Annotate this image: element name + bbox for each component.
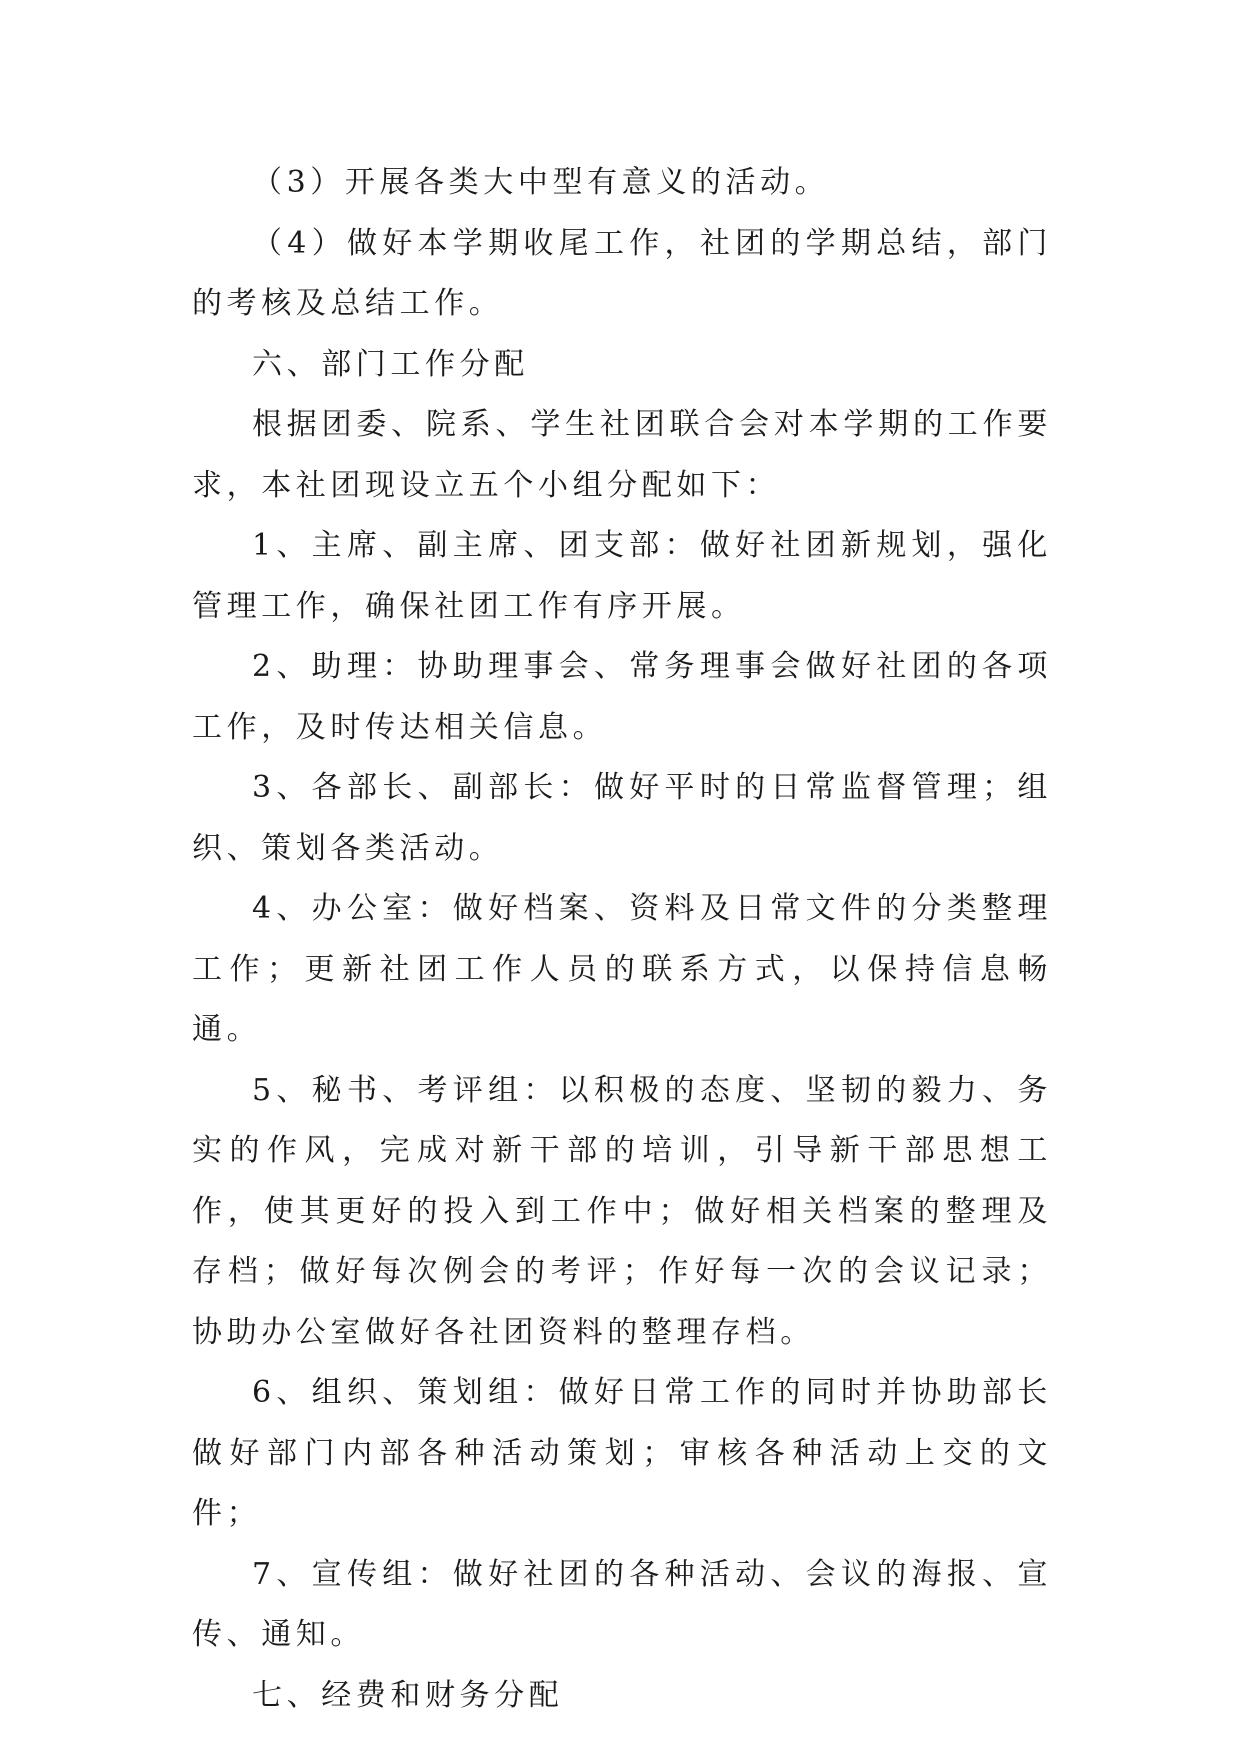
paragraph-group-5: 5、秘书、考评组：以积极的态度、坚韧的毅力、务实的作风，完成对新干部的培训，引导新干部思想工作，使其更好的投入到工作中；做好相关档案的整理及存档；做好每次例会的考评；作好每一次的会议记录；协助办公室做好各社团资料的整理存档。 [192, 1072, 1052, 1350]
paragraph-item-3: （3）开展各类大中型有意义的活动。 [252, 165, 830, 200]
section-heading-funding: 七、经费和财务分配 [252, 1677, 564, 1713]
paragraph-group-6: 6、组织、策划组：做好日常工作的同时并协助部长做好部门内部各种活动策划；审核各种活动上交的文件； [192, 1375, 1052, 1531]
paragraph-group-4: 4、办公室：做好档案、资料及日常文件的分类整理工作；更新社团工作人员的联系方式，以保持信息畅通。 [192, 891, 1052, 1047]
paragraph-group-7: 7、宣传组：做好社团的各种活动、会议的海报、宣传、通知。 [192, 1556, 1052, 1652]
paragraph-group-2: 2、助理：协助理事会、常务理事会做好社团的各项工作，及时传达相关信息。 [192, 649, 1052, 745]
paragraph-intro: 根据团委、院系、学生社团联合会对本学期的工作要求，本社团现设立五个小组分配如下： [192, 407, 1052, 503]
paragraph-group-3: 3、各部长、副部长：做好平时的日常监督管理；组织、策划各类活动。 [192, 770, 1052, 866]
paragraph-item-4: （4）做好本学期收尾工作，社团的学期总结，部门的考核及总结工作。 [192, 225, 1052, 321]
document-body [192, 153, 1052, 1726]
section-heading-department-assignment: 六、部门工作分配 [252, 346, 529, 382]
paragraph-group-1: 1、主席、副主席、团支部：做好社团新规划，强化管理工作，确保社团工作有序开展。 [192, 528, 1052, 624]
